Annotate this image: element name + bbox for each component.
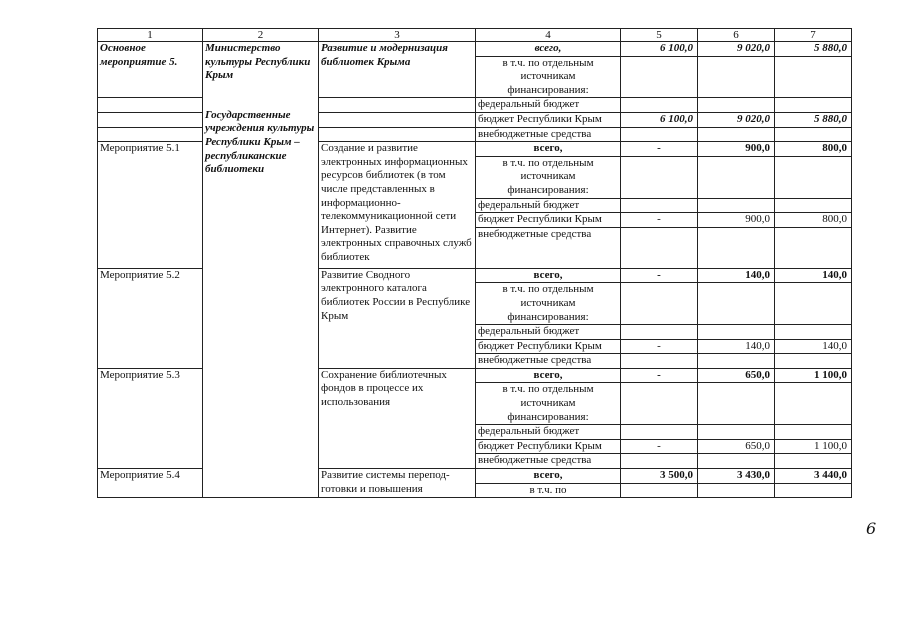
value-cell: 3 440,0	[775, 469, 852, 484]
value-cell: 5 880,0	[775, 112, 852, 127]
value-cell: 900,0	[698, 142, 775, 157]
event-name: Развитие Сводного электронного каталога библиотек России в Республике Крым	[319, 268, 476, 368]
value-cell: 1 100,0	[775, 439, 852, 454]
value-cell: 3 430,0	[698, 469, 775, 484]
column-number: 3	[319, 29, 476, 42]
source-federal: федеральный бюджет	[476, 198, 621, 213]
event-label: Мероприятие 5.1	[98, 142, 203, 269]
source-federal: федеральный бюджет	[476, 325, 621, 340]
value-cell: 9 020,0	[698, 112, 775, 127]
value-cell: -	[621, 368, 698, 383]
executor-ministry: Министерство культуры Республики Крым	[205, 42, 311, 82]
column-number: 7	[775, 29, 852, 42]
value-cell: 140,0	[698, 339, 775, 354]
source-total: всего,	[476, 368, 621, 383]
column-number: 6	[698, 29, 775, 42]
source-federal: федеральный бюджет	[476, 98, 621, 113]
page-number: 6	[866, 519, 877, 538]
source-crimea: бюджет Республики Крым	[476, 339, 621, 354]
value-cell: 650,0	[698, 439, 775, 454]
source-total: всего,	[476, 42, 621, 57]
main-event-name: Развитие и модернизация библиотек Крыма	[319, 42, 476, 98]
executor-institutions: Государственные учреждения культуры Республики Крым – республиканские библиотеки	[205, 108, 315, 176]
source-including: в т.ч. по отдельным источникам финансирования:	[476, 383, 621, 425]
column-number-row	[98, 29, 852, 42]
source-total: всего,	[476, 268, 621, 283]
source-including-partial: в т.ч. по	[476, 483, 621, 498]
value-cell: 1 100,0	[775, 368, 852, 383]
table-row	[98, 42, 852, 57]
column-number: 2	[203, 29, 319, 42]
value-cell: -	[621, 339, 698, 354]
value-cell: -	[621, 268, 698, 283]
value-cell: 140,0	[698, 268, 775, 283]
value-cell: -	[621, 213, 698, 228]
main-event-label: Основное мероприятие 5.	[98, 42, 203, 98]
source-federal: федеральный бюджет	[476, 425, 621, 440]
value-cell: 6 100,0	[621, 42, 698, 57]
column-number: 5	[621, 29, 698, 42]
event-label: Мероприятие 5.2	[98, 268, 203, 368]
funding-table	[97, 28, 852, 498]
source-extra: внебюджетные средства	[476, 127, 621, 142]
value-cell: 3 500,0	[621, 469, 698, 484]
source-extra: внебюджетные средства	[476, 354, 621, 369]
value-cell: 900,0	[698, 213, 775, 228]
event-name: Сохранение библиотечных фондов в процессе их использования	[319, 368, 476, 468]
column-number: 4	[476, 29, 621, 42]
source-including: в т.ч. по отдельным источникам финансирования:	[476, 283, 621, 325]
value-cell: -	[621, 142, 698, 157]
source-extra: внебюджетные средства	[476, 227, 621, 268]
value-cell: 9 020,0	[698, 42, 775, 57]
source-including: в т.ч. по отдельным источникам финансирования:	[476, 56, 621, 98]
value-cell: 650,0	[698, 368, 775, 383]
source-crimea: бюджет Республики Крым	[476, 439, 621, 454]
source-crimea: бюджет Республики Крым	[476, 213, 621, 228]
column-number: 1	[98, 29, 203, 42]
event-label: Мероприятие 5.3	[98, 368, 203, 468]
value-cell: -	[621, 439, 698, 454]
event-label: Мероприятие 5.4	[98, 469, 203, 498]
value-cell: 5 880,0	[775, 42, 852, 57]
value-cell: 800,0	[775, 142, 852, 157]
source-total: всего,	[476, 469, 621, 484]
value-cell: 140,0	[775, 268, 852, 283]
executor-cell	[203, 42, 319, 498]
value-cell: 6 100,0	[621, 112, 698, 127]
value-cell: 140,0	[775, 339, 852, 354]
value-cell: 800,0	[775, 213, 852, 228]
event-name: Создание и развитие электронных информационных ресурсов библиотек (в том числе представленных в информационно-телекоммуникационной сети Интернет). Развитие электронных справочных служб библиотек	[319, 142, 476, 269]
source-total: всего,	[476, 142, 621, 157]
source-crimea: бюджет Республики Крым	[476, 112, 621, 127]
source-extra: внебюджетные средства	[476, 454, 621, 469]
source-including: в т.ч. по отдельным источникам финансирования:	[476, 156, 621, 198]
event-name: Развитие системы перепод-готовки и повышения	[319, 469, 476, 498]
